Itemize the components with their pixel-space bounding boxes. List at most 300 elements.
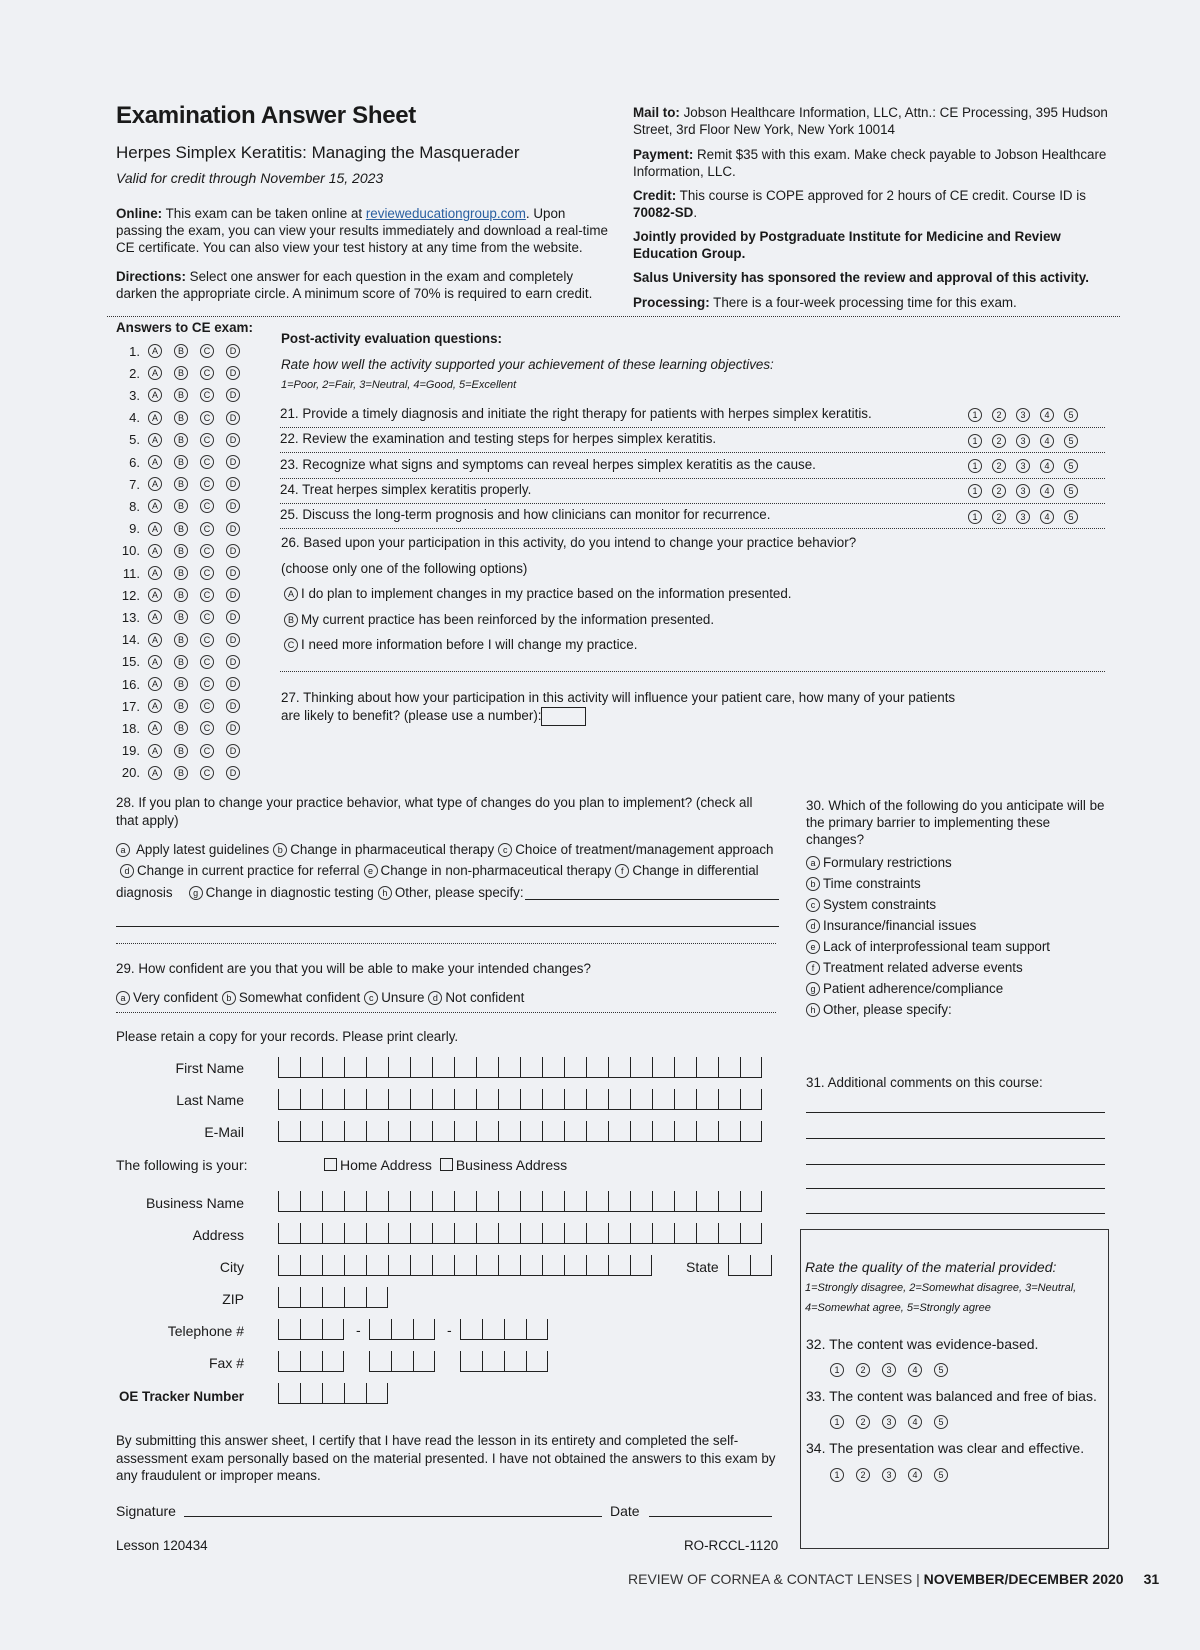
quality-bubble-3[interactable]: 3 [882,1468,896,1482]
char-box[interactable] [454,1223,476,1243]
signature-line[interactable] [184,1516,602,1517]
answer-bubble-d[interactable]: D [226,366,240,380]
char-box[interactable] [718,1191,740,1211]
char-box[interactable] [482,1319,504,1339]
quality-bubble-1[interactable]: 1 [830,1468,844,1482]
char-box[interactable] [498,1089,520,1109]
char-box[interactable] [504,1351,526,1371]
char-box[interactable] [674,1191,696,1211]
q28-other-line-2[interactable] [116,926,779,927]
char-box[interactable] [674,1057,696,1077]
city-boxes[interactable] [278,1255,652,1276]
answer-bubble-a[interactable]: A [148,344,162,358]
answer-bubble-d[interactable]: D [226,699,240,713]
char-box[interactable] [366,1057,388,1077]
char-box[interactable] [300,1383,322,1403]
char-box[interactable] [322,1121,344,1141]
rating-bubble-1[interactable]: 1 [968,459,982,473]
char-box[interactable] [476,1223,498,1243]
answer-bubble-c[interactable]: C [200,455,214,469]
char-box[interactable] [674,1121,696,1141]
answer-bubble-b[interactable]: B [174,721,188,735]
comment-line-1[interactable] [806,1112,1105,1113]
rating-bubble-5[interactable]: 5 [1064,484,1078,498]
answer-bubble-b[interactable]: B [174,499,188,513]
answer-bubble-c[interactable]: C [200,499,214,513]
char-box[interactable] [322,1191,344,1211]
char-box[interactable] [586,1255,608,1275]
char-box[interactable] [608,1121,630,1141]
q30-bubble-e[interactable]: e [806,940,820,954]
char-box[interactable] [520,1223,542,1243]
char-box[interactable] [674,1089,696,1109]
char-box[interactable] [278,1223,300,1243]
rating-bubble-2[interactable]: 2 [992,484,1006,498]
answer-bubble-b[interactable]: B [174,610,188,624]
char-box[interactable] [520,1255,542,1275]
quality-bubble-4[interactable]: 4 [908,1468,922,1482]
answer-bubble-b[interactable]: B [174,655,188,669]
answer-bubble-a[interactable]: A [148,411,162,425]
char-box[interactable] [300,1287,322,1307]
answer-bubble-d[interactable]: D [226,633,240,647]
rating-bubble-2[interactable]: 2 [992,434,1006,448]
char-box[interactable] [388,1121,410,1141]
q30-bubble-b[interactable]: b [806,877,820,891]
char-box[interactable] [344,1121,366,1141]
char-box[interactable] [344,1223,366,1243]
comment-line-2[interactable] [806,1138,1105,1139]
char-box[interactable] [410,1223,432,1243]
q28-bubble-f[interactable]: f [615,864,629,878]
char-box[interactable] [630,1057,652,1077]
char-box[interactable] [460,1319,482,1339]
char-box[interactable] [630,1121,652,1141]
char-box[interactable] [740,1223,762,1243]
char-box[interactable] [564,1121,586,1141]
answer-bubble-c[interactable]: C [200,433,214,447]
q28-bubble-d[interactable]: d [120,864,134,878]
char-box[interactable] [586,1223,608,1243]
char-box[interactable] [674,1223,696,1243]
char-box[interactable] [278,1121,300,1141]
char-box[interactable] [278,1191,300,1211]
char-box[interactable] [344,1255,366,1275]
answer-bubble-a[interactable]: A [148,744,162,758]
answer-bubble-a[interactable]: A [148,721,162,735]
char-box[interactable] [366,1287,388,1307]
answer-bubble-c[interactable]: C [200,366,214,380]
answer-bubble-b[interactable]: B [174,677,188,691]
char-box[interactable] [586,1191,608,1211]
char-box[interactable] [652,1223,674,1243]
char-box[interactable] [278,1287,300,1307]
answer-bubble-d[interactable]: D [226,433,240,447]
char-box[interactable] [564,1057,586,1077]
date-line[interactable] [649,1516,772,1517]
q30-bubble-f[interactable]: f [806,961,820,975]
answer-bubble-a[interactable]: A [148,610,162,624]
char-box[interactable] [410,1121,432,1141]
char-box[interactable] [482,1351,504,1371]
char-box[interactable] [366,1121,388,1141]
char-box[interactable] [388,1089,410,1109]
char-box[interactable] [388,1057,410,1077]
answer-bubble-c[interactable]: C [200,344,214,358]
char-box[interactable] [278,1351,300,1371]
char-box[interactable] [564,1223,586,1243]
char-box[interactable] [740,1089,762,1109]
quality-bubble-5[interactable]: 5 [934,1468,948,1482]
char-box[interactable] [322,1319,344,1339]
quality-bubble-1[interactable]: 1 [830,1363,844,1377]
answer-bubble-c[interactable]: C [200,610,214,624]
char-box[interactable] [432,1191,454,1211]
first-name-boxes[interactable] [278,1057,762,1078]
q28-bubble-a[interactable]: a [116,843,130,857]
char-box[interactable] [300,1351,322,1371]
char-box[interactable] [740,1121,762,1141]
q29-bubble-c[interactable]: c [364,991,378,1005]
rating-bubble-4[interactable]: 4 [1040,510,1054,524]
char-box[interactable] [652,1057,674,1077]
char-box[interactable] [564,1191,586,1211]
char-box[interactable] [718,1223,740,1243]
quality-bubble-2[interactable]: 2 [856,1468,870,1482]
answer-bubble-c[interactable]: C [200,655,214,669]
answer-bubble-b[interactable]: B [174,588,188,602]
quality-bubble-4[interactable]: 4 [908,1415,922,1429]
answer-bubble-b[interactable]: B [174,633,188,647]
char-box[interactable] [476,1121,498,1141]
answer-bubble-a[interactable]: A [148,699,162,713]
char-box[interactable] [740,1057,762,1077]
char-box[interactable] [300,1057,322,1077]
comment-line-3[interactable] [806,1164,1105,1165]
answer-bubble-b[interactable]: B [174,522,188,536]
char-box[interactable] [498,1255,520,1275]
char-box[interactable] [526,1351,548,1371]
char-box[interactable] [696,1223,718,1243]
rating-bubble-3[interactable]: 3 [1016,408,1030,422]
answer-bubble-c[interactable]: C [200,744,214,758]
q30-bubble-g[interactable]: g [806,982,820,996]
char-box[interactable] [344,1191,366,1211]
char-box[interactable] [542,1089,564,1109]
char-box[interactable] [728,1255,750,1275]
answer-bubble-d[interactable]: D [226,610,240,624]
answer-bubble-d[interactable]: D [226,588,240,602]
comment-line-4[interactable] [806,1188,1105,1189]
char-box[interactable] [564,1089,586,1109]
char-box[interactable] [454,1255,476,1275]
char-box[interactable] [718,1121,740,1141]
answer-bubble-a[interactable]: A [148,455,162,469]
char-box[interactable] [652,1191,674,1211]
char-box[interactable] [344,1089,366,1109]
char-box[interactable] [608,1191,630,1211]
char-box[interactable] [476,1089,498,1109]
char-box[interactable] [542,1191,564,1211]
answer-bubble-a[interactable]: A [148,499,162,513]
char-box[interactable] [476,1255,498,1275]
answer-bubble-c[interactable]: C [200,721,214,735]
fax-area-boxes[interactable] [278,1351,344,1372]
char-box[interactable] [322,1351,344,1371]
answer-bubble-c[interactable]: C [200,411,214,425]
char-box[interactable] [454,1191,476,1211]
char-box[interactable] [652,1089,674,1109]
answer-bubble-d[interactable]: D [226,766,240,780]
answer-bubble-b[interactable]: B [174,366,188,380]
char-box[interactable] [586,1057,608,1077]
char-box[interactable] [498,1121,520,1141]
telephone-area-boxes[interactable] [278,1319,344,1340]
fax-prefix-boxes[interactable] [369,1351,435,1372]
char-box[interactable] [696,1057,718,1077]
char-box[interactable] [608,1089,630,1109]
char-box[interactable] [344,1057,366,1077]
answer-bubble-a[interactable]: A [148,655,162,669]
char-box[interactable] [454,1057,476,1077]
rating-bubble-5[interactable]: 5 [1064,459,1078,473]
rating-bubble-5[interactable]: 5 [1064,434,1078,448]
quality-bubble-5[interactable]: 5 [934,1415,948,1429]
rating-bubble-2[interactable]: 2 [992,459,1006,473]
online-link[interactable]: revieweducationgroup.com [365,206,526,221]
answer-bubble-c[interactable]: C [200,522,214,536]
char-box[interactable] [608,1255,630,1275]
answer-bubble-b[interactable]: B [174,411,188,425]
char-box[interactable] [718,1089,740,1109]
answer-bubble-c[interactable]: C [200,477,214,491]
char-box[interactable] [388,1191,410,1211]
char-box[interactable] [322,1057,344,1077]
q28-bubble-b[interactable]: b [273,843,287,857]
answer-bubble-c[interactable]: C [200,388,214,402]
answer-bubble-d[interactable]: D [226,477,240,491]
address-boxes[interactable] [278,1223,762,1244]
answer-bubble-d[interactable]: D [226,388,240,402]
char-box[interactable] [630,1223,652,1243]
rating-bubble-4[interactable]: 4 [1040,408,1054,422]
char-box[interactable] [454,1089,476,1109]
answer-bubble-a[interactable]: A [148,766,162,780]
answer-bubble-b[interactable]: B [174,477,188,491]
answer-bubble-b[interactable]: B [174,544,188,558]
email-boxes[interactable] [278,1121,762,1142]
q28-bubble-g[interactable]: g [189,886,203,900]
char-box[interactable] [586,1121,608,1141]
rating-bubble-5[interactable]: 5 [1064,510,1078,524]
answer-bubble-b[interactable]: B [174,344,188,358]
char-box[interactable] [454,1121,476,1141]
answer-bubble-d[interactable]: D [226,566,240,580]
char-box[interactable] [410,1057,432,1077]
fax-line-boxes[interactable] [460,1351,548,1372]
char-box[interactable] [391,1319,413,1339]
rating-bubble-3[interactable]: 3 [1016,510,1030,524]
q28-bubble-e[interactable]: e [364,864,378,878]
q30-bubble-d[interactable]: d [806,919,820,933]
char-box[interactable] [696,1191,718,1211]
answer-bubble-a[interactable]: A [148,477,162,491]
char-box[interactable] [542,1057,564,1077]
answer-bubble-a[interactable]: A [148,566,162,580]
q29-bubble-a[interactable]: a [116,991,130,1005]
q29-bubble-b[interactable]: b [222,991,236,1005]
char-box[interactable] [322,1383,344,1403]
q26-bubble-b[interactable]: B [284,613,298,627]
answer-bubble-a[interactable]: A [148,633,162,647]
answer-bubble-c[interactable]: C [200,588,214,602]
answer-bubble-c[interactable]: C [200,566,214,580]
char-box[interactable] [432,1089,454,1109]
char-box[interactable] [369,1351,391,1371]
answer-bubble-d[interactable]: D [226,721,240,735]
char-box[interactable] [391,1351,413,1371]
char-box[interactable] [718,1057,740,1077]
q28-bubble-h[interactable]: h [378,886,392,900]
char-box[interactable] [300,1255,322,1275]
quality-bubble-1[interactable]: 1 [830,1415,844,1429]
answer-bubble-d[interactable]: D [226,677,240,691]
q27-number-box[interactable] [541,707,586,726]
char-box[interactable] [413,1351,435,1371]
answer-bubble-a[interactable]: A [148,366,162,380]
answer-bubble-b[interactable]: B [174,388,188,402]
answer-bubble-c[interactable]: C [200,699,214,713]
q28-bubble-c[interactable]: c [498,843,512,857]
comment-line-5[interactable] [806,1213,1105,1214]
char-box[interactable] [388,1255,410,1275]
answer-bubble-a[interactable]: A [148,588,162,602]
char-box[interactable] [652,1121,674,1141]
quality-bubble-2[interactable]: 2 [856,1415,870,1429]
telephone-prefix-boxes[interactable] [369,1319,435,1340]
answer-bubble-b[interactable]: B [174,455,188,469]
rating-bubble-3[interactable]: 3 [1016,434,1030,448]
zip-boxes[interactable] [278,1287,388,1308]
q30-bubble-h[interactable]: h [806,1003,820,1017]
answer-bubble-c[interactable]: C [200,677,214,691]
answer-bubble-a[interactable]: A [148,433,162,447]
rating-bubble-1[interactable]: 1 [968,484,982,498]
quality-bubble-2[interactable]: 2 [856,1363,870,1377]
char-box[interactable] [413,1319,435,1339]
char-box[interactable] [504,1319,526,1339]
char-box[interactable] [630,1255,652,1275]
answer-bubble-a[interactable]: A [148,388,162,402]
char-box[interactable] [369,1319,391,1339]
q26-bubble-c[interactable]: C [284,638,298,652]
tracker-boxes[interactable] [278,1383,388,1404]
char-box[interactable] [366,1383,388,1403]
q26-bubble-a[interactable]: A [284,587,298,601]
char-box[interactable] [366,1255,388,1275]
answer-bubble-d[interactable]: D [226,411,240,425]
quality-bubble-3[interactable]: 3 [882,1415,896,1429]
rating-bubble-2[interactable]: 2 [992,408,1006,422]
char-box[interactable] [608,1057,630,1077]
char-box[interactable] [476,1057,498,1077]
business-address-checkbox[interactable] [440,1158,453,1171]
quality-bubble-3[interactable]: 3 [882,1363,896,1377]
business-name-boxes[interactable] [278,1191,762,1212]
char-box[interactable] [498,1191,520,1211]
char-box[interactable] [520,1089,542,1109]
q28-other-line[interactable] [525,899,779,900]
char-box[interactable] [520,1191,542,1211]
char-box[interactable] [498,1057,520,1077]
answer-bubble-d[interactable]: D [226,544,240,558]
answer-bubble-c[interactable]: C [200,544,214,558]
char-box[interactable] [300,1223,322,1243]
answer-bubble-d[interactable]: D [226,522,240,536]
rating-bubble-3[interactable]: 3 [1016,459,1030,473]
quality-bubble-5[interactable]: 5 [934,1363,948,1377]
char-box[interactable] [410,1255,432,1275]
char-box[interactable] [696,1121,718,1141]
answer-bubble-c[interactable]: C [200,766,214,780]
char-box[interactable] [322,1287,344,1307]
answer-bubble-a[interactable]: A [148,522,162,536]
char-box[interactable] [300,1089,322,1109]
char-box[interactable] [542,1255,564,1275]
answer-bubble-a[interactable]: A [148,544,162,558]
last-name-boxes[interactable] [278,1089,762,1110]
rating-bubble-1[interactable]: 1 [968,408,982,422]
char-box[interactable] [300,1121,322,1141]
char-box[interactable] [344,1287,366,1307]
char-box[interactable] [498,1223,520,1243]
answer-bubble-d[interactable]: D [226,655,240,669]
q29-bubble-d[interactable]: d [428,991,442,1005]
char-box[interactable] [542,1121,564,1141]
answer-bubble-b[interactable]: B [174,566,188,580]
char-box[interactable] [278,1057,300,1077]
rating-bubble-3[interactable]: 3 [1016,484,1030,498]
rating-bubble-4[interactable]: 4 [1040,434,1054,448]
char-box[interactable] [278,1255,300,1275]
char-box[interactable] [432,1057,454,1077]
answer-bubble-a[interactable]: A [148,677,162,691]
answer-bubble-b[interactable]: B [174,699,188,713]
answer-bubble-b[interactable]: B [174,744,188,758]
answer-bubble-d[interactable]: D [226,744,240,758]
char-box[interactable] [388,1223,410,1243]
rating-bubble-1[interactable]: 1 [968,434,982,448]
char-box[interactable] [366,1191,388,1211]
state-boxes[interactable] [728,1255,772,1276]
char-box[interactable] [278,1383,300,1403]
q30-bubble-a[interactable]: a [806,856,820,870]
char-box[interactable] [630,1191,652,1211]
answer-bubble-c[interactable]: C [200,633,214,647]
rating-bubble-5[interactable]: 5 [1064,408,1078,422]
char-box[interactable] [476,1191,498,1211]
char-box[interactable] [542,1223,564,1243]
answer-bubble-d[interactable]: D [226,499,240,513]
char-box[interactable] [322,1223,344,1243]
char-box[interactable] [432,1121,454,1141]
char-box[interactable] [278,1319,300,1339]
char-box[interactable] [410,1191,432,1211]
char-box[interactable] [520,1057,542,1077]
char-box[interactable] [564,1255,586,1275]
char-box[interactable] [300,1191,322,1211]
char-box[interactable] [460,1351,482,1371]
